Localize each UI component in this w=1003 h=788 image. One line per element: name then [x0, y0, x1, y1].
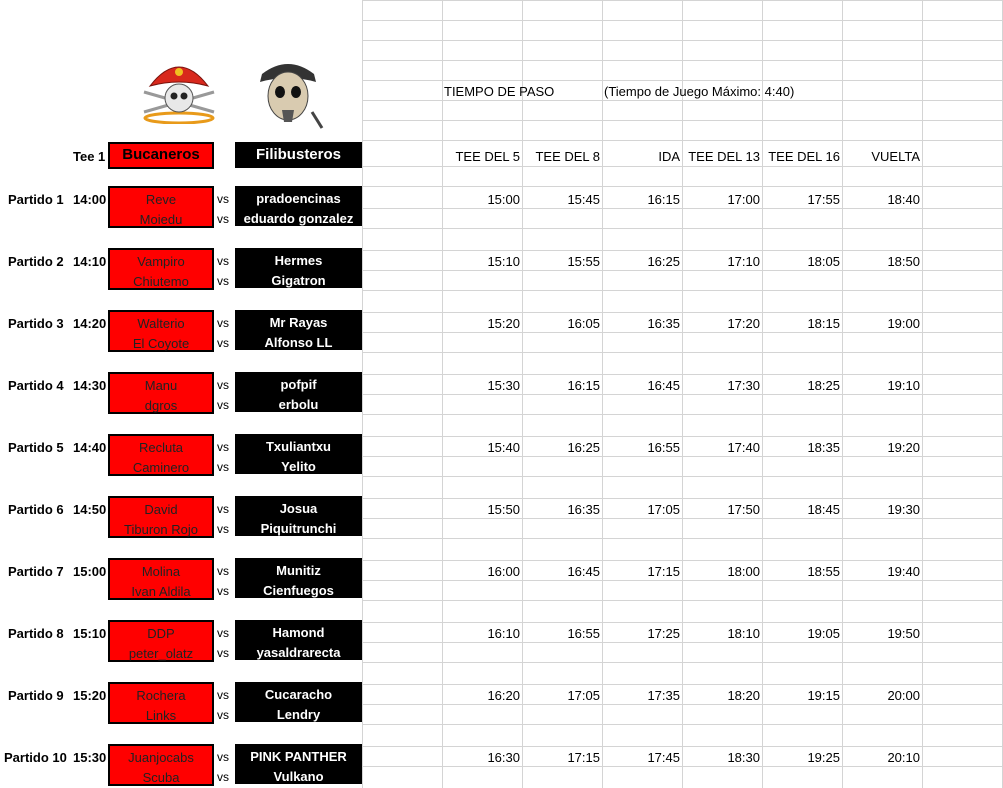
vs-label: vs [217, 316, 229, 330]
vs-label: vs [217, 584, 229, 598]
time-cell: 15:20 [487, 316, 520, 331]
match-label: Partido 3 [8, 316, 64, 331]
time-cell: 16:35 [567, 502, 600, 517]
column-header-2: TEE DEL 8 [535, 149, 600, 164]
black-player-2: Cienfuegos [263, 583, 334, 598]
time-cell: 17:15 [567, 750, 600, 765]
black-team-pair [235, 372, 362, 412]
vs-label: vs [217, 440, 229, 454]
black-team-pair [235, 744, 362, 784]
match-label: Partido 7 [8, 564, 64, 579]
time-cell: 19:30 [887, 502, 920, 517]
time-cell: 20:00 [887, 688, 920, 703]
black-team-pair [235, 496, 362, 536]
time-cell: 17:40 [727, 440, 760, 455]
vs-label: vs [217, 688, 229, 702]
black-player-2: Gigatron [271, 273, 326, 288]
tiempo-max-label: (Tiempo de Juego Máximo: 4:40) [604, 84, 795, 99]
vs-label: vs [217, 460, 229, 474]
black-player-1: PINK PANTHER [250, 749, 347, 764]
black-player-1: Cucaracho [264, 687, 333, 702]
time-cell: 18:10 [727, 626, 760, 641]
time-cell: 17:00 [727, 192, 760, 207]
time-cell: 16:35 [647, 316, 680, 331]
time-cell: 16:00 [487, 564, 520, 579]
match-start-time: 15:20 [73, 688, 107, 703]
time-cell: 17:20 [727, 316, 760, 331]
tiempo-de-paso-label: TIEMPO DE PASO [444, 84, 555, 99]
time-cell: 19:50 [887, 626, 920, 641]
time-cell: 16:30 [487, 750, 520, 765]
match-label: Partido 9 [8, 688, 64, 703]
vs-label: vs [217, 378, 229, 392]
black-player-2: Piquitrunchi [260, 521, 337, 536]
red-player-1: DDP [147, 626, 175, 641]
column-header-1: TEE DEL 5 [455, 149, 520, 164]
vs-label: vs [217, 274, 229, 288]
time-cell: 18:30 [727, 750, 760, 765]
time-cell: 18:25 [807, 378, 840, 393]
time-cell: 17:25 [647, 626, 680, 641]
time-cell: 16:55 [647, 440, 680, 455]
red-team-pair [108, 744, 214, 786]
match-start-time: 14:10 [73, 254, 107, 269]
bandana-skull-logo [252, 52, 324, 130]
time-cell: 16:10 [487, 626, 520, 641]
time-cell: 18:05 [807, 254, 840, 269]
red-player-2: Moiedu [139, 212, 183, 227]
tee-label: Tee 1 [73, 149, 106, 164]
vs-label: vs [217, 522, 229, 536]
time-cell: 18:40 [887, 192, 920, 207]
time-cell: 19:05 [807, 626, 840, 641]
red-player-1: Walterio [137, 316, 185, 331]
time-cell: 17:45 [647, 750, 680, 765]
time-cell: 16:15 [567, 378, 600, 393]
black-player-1: Mr Rayas [269, 315, 328, 330]
red-hat-skull-logo [138, 52, 220, 124]
red-player-2: peter_olatz [128, 646, 194, 661]
red-player-1: Vampiro [137, 254, 185, 269]
black-player-2: yasaldrarecta [256, 645, 341, 660]
time-cell: 18:45 [807, 502, 840, 517]
vs-label: vs [217, 502, 229, 516]
red-player-2: Scuba [142, 770, 180, 785]
team-bucaneros-header: Bucaneros [108, 142, 214, 169]
vs-label: vs [217, 398, 229, 412]
time-cell: 16:05 [567, 316, 600, 331]
time-cell: 15:50 [487, 502, 520, 517]
match-start-time: 14:30 [73, 378, 107, 393]
time-cell: 18:15 [807, 316, 840, 331]
red-team-pair [108, 682, 214, 724]
match-label: Partido 2 [8, 254, 64, 269]
time-cell: 18:50 [887, 254, 920, 269]
red-team-pair [108, 186, 214, 228]
vs-label: vs [217, 708, 229, 722]
time-cell: 17:35 [647, 688, 680, 703]
time-cell: 18:20 [727, 688, 760, 703]
time-cell: 18:35 [807, 440, 840, 455]
time-cell: 17:30 [727, 378, 760, 393]
black-player-2: eduardo gonzalez [243, 211, 354, 226]
time-cell: 15:55 [567, 254, 600, 269]
black-team-pair [235, 558, 362, 598]
red-team-pair [108, 558, 214, 600]
column-header-4: TEE DEL 13 [688, 149, 760, 164]
black-player-1: Txuliantxu [265, 439, 331, 454]
black-player-2: Vulkano [273, 769, 324, 784]
red-player-1: Rochera [136, 688, 186, 703]
match-start-time: 15:30 [73, 750, 107, 765]
time-cell: 16:25 [567, 440, 600, 455]
red-player-1: Reve [145, 192, 177, 207]
match-start-time: 14:00 [73, 192, 107, 207]
black-player-1: pradoencinas [256, 191, 341, 206]
black-team-pair [235, 620, 362, 660]
time-cell: 17:50 [727, 502, 760, 517]
red-team-pair [108, 310, 214, 352]
red-player-2: Caminero [132, 460, 190, 475]
black-team-pair [235, 248, 362, 288]
black-player-2: Yelito [281, 459, 316, 474]
vs-label: vs [217, 770, 229, 784]
time-cell: 15:00 [487, 192, 520, 207]
time-cell: 17:10 [727, 254, 760, 269]
time-cell: 17:05 [567, 688, 600, 703]
red-player-2: Tiburon Rojo [124, 522, 198, 537]
vs-label: vs [217, 646, 229, 660]
red-team-pair [108, 248, 214, 290]
match-label: Partido 1 [8, 192, 64, 207]
red-team-pair [108, 496, 214, 538]
black-player-1: Hamond [272, 625, 325, 640]
time-cell: 16:15 [647, 192, 680, 207]
match-label: Partido 6 [8, 502, 64, 517]
match-label: Partido 10 [4, 750, 67, 765]
black-player-2: erbolu [278, 397, 319, 412]
time-cell: 19:15 [807, 688, 840, 703]
column-header-6: VUELTA [871, 149, 920, 164]
time-cell: 15:40 [487, 440, 520, 455]
time-cell: 19:20 [887, 440, 920, 455]
black-team-pair [235, 310, 362, 350]
time-cell: 16:45 [567, 564, 600, 579]
black-team-pair [235, 186, 362, 226]
red-player-1: Juanjocabs [128, 750, 194, 765]
time-cell: 17:15 [647, 564, 680, 579]
time-cell: 18:00 [727, 564, 760, 579]
time-cell: 19:10 [887, 378, 920, 393]
time-cell: 15:45 [567, 192, 600, 207]
red-player-1: David [144, 502, 178, 517]
time-cell: 15:30 [487, 378, 520, 393]
vs-label: vs [217, 564, 229, 578]
red-player-2: Chiutemo [133, 274, 189, 289]
red-player-2: Links [145, 708, 177, 723]
red-team-pair [108, 434, 214, 476]
time-cell: 19:40 [887, 564, 920, 579]
team-filibusteros-header: Filibusteros [235, 142, 362, 168]
time-cell: 17:05 [647, 502, 680, 517]
vs-label: vs [217, 336, 229, 350]
black-player-1: Josua [279, 501, 318, 516]
vs-label: vs [217, 626, 229, 640]
red-team-pair [108, 372, 214, 414]
red-team-pair [108, 620, 214, 662]
match-label: Partido 8 [8, 626, 64, 641]
vs-label: vs [217, 212, 229, 226]
time-cell: 18:55 [807, 564, 840, 579]
match-label: Partido 4 [8, 378, 64, 393]
match-label: Partido 5 [8, 440, 64, 455]
column-header-3: IDA [658, 149, 680, 164]
time-cell: 16:55 [567, 626, 600, 641]
vs-label: vs [217, 192, 229, 206]
red-player-1: Molina [141, 564, 181, 579]
time-cell: 15:10 [487, 254, 520, 269]
red-player-1: Manu [144, 378, 178, 393]
time-cell: 16:25 [647, 254, 680, 269]
red-player-2: Ivan Aldila [131, 584, 191, 599]
vs-label: vs [217, 254, 229, 268]
red-player-2: dgros [144, 398, 178, 413]
time-cell: 19:25 [807, 750, 840, 765]
vs-label: vs [217, 750, 229, 764]
black-player-1: pofpif [280, 377, 317, 392]
red-player-1: Recluta [138, 440, 184, 455]
time-cell: 16:45 [647, 378, 680, 393]
time-cell: 17:55 [807, 192, 840, 207]
black-player-1: Munitiz [276, 563, 321, 578]
time-cell: 20:10 [887, 750, 920, 765]
match-start-time: 15:00 [73, 564, 107, 579]
black-team-pair [235, 434, 362, 474]
match-start-time: 15:10 [73, 626, 107, 641]
match-start-time: 14:40 [73, 440, 107, 455]
black-team-pair [235, 682, 362, 722]
black-player-1: Hermes [274, 253, 323, 268]
black-player-2: Alfonso LL [264, 335, 333, 350]
match-start-time: 14:50 [73, 502, 107, 517]
black-player-2: Lendry [276, 707, 321, 722]
red-player-2: El Coyote [132, 336, 190, 351]
time-cell: 19:00 [887, 316, 920, 331]
match-start-time: 14:20 [73, 316, 107, 331]
column-header-5: TEE DEL 16 [768, 149, 840, 164]
time-cell: 16:20 [487, 688, 520, 703]
